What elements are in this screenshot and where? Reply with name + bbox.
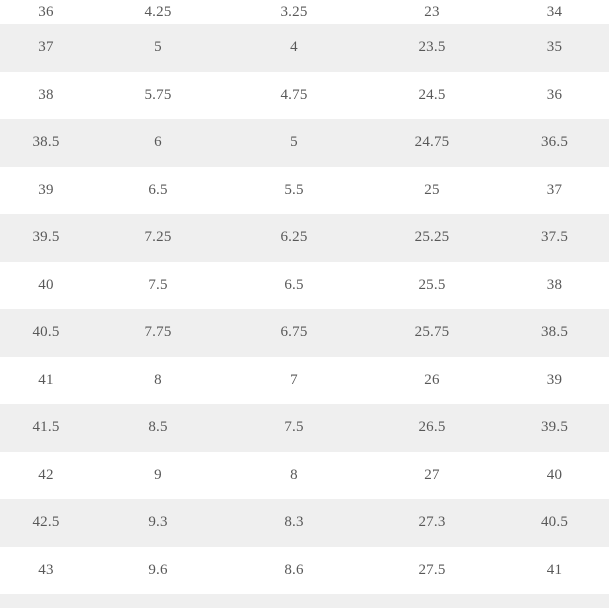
table-cell: 25.5 bbox=[418, 276, 446, 293]
table-cell: 3.25 bbox=[280, 3, 308, 20]
table-cell: 9.3 bbox=[148, 514, 168, 531]
table-row bbox=[0, 452, 609, 500]
table-cell: 43 bbox=[38, 561, 54, 578]
table-cell: 6.5 bbox=[284, 276, 304, 293]
table-cell: 40 bbox=[38, 276, 54, 293]
table-cell bbox=[0, 594, 92, 608]
table-cell: 7.5 bbox=[284, 419, 304, 436]
table-cell: 37.5 bbox=[540, 229, 569, 246]
table-cell: 6 bbox=[154, 134, 162, 151]
table-cell: 7.25 bbox=[144, 229, 172, 246]
table-cell: 5.75 bbox=[144, 86, 172, 103]
table-cell: 4.75 bbox=[280, 86, 308, 103]
table-cell bbox=[364, 594, 500, 608]
table-cell: 24.75 bbox=[414, 134, 450, 151]
table-cell: 37 bbox=[38, 39, 54, 56]
table-cell: 39.5 bbox=[32, 229, 60, 246]
table-cell: 25.25 bbox=[414, 229, 450, 246]
table-cell: 7 bbox=[290, 371, 298, 388]
table-cell: 26.5 bbox=[418, 419, 446, 436]
table-row bbox=[0, 262, 609, 310]
table-cell: 27 bbox=[424, 466, 440, 483]
table-row bbox=[0, 167, 609, 215]
table-cell: 34 bbox=[546, 3, 563, 20]
table-cell: 41 bbox=[38, 371, 54, 388]
table-cell: 9.6 bbox=[148, 561, 168, 578]
table-cell: 42.5 bbox=[32, 514, 60, 531]
table-row bbox=[0, 214, 609, 262]
table-cell: 41.5 bbox=[32, 419, 60, 436]
table-cell: 23 bbox=[424, 3, 440, 20]
table-cell: 39.5 bbox=[540, 419, 569, 436]
table-cell: 42 bbox=[38, 466, 54, 483]
table-cell: 25 bbox=[424, 181, 440, 198]
table-cell: 6.25 bbox=[280, 229, 308, 246]
table-cell: 26 bbox=[424, 371, 440, 388]
table-cell: 39 bbox=[38, 181, 54, 198]
table-cell: 37 bbox=[546, 181, 563, 198]
table-cell bbox=[92, 594, 224, 608]
table-cell: 8 bbox=[154, 371, 162, 388]
table-cell: 7.75 bbox=[144, 324, 172, 341]
table-cell: 36 bbox=[38, 3, 54, 20]
table-cell: 36 bbox=[546, 86, 563, 103]
table-cell: 23.5 bbox=[418, 39, 446, 56]
table-cell: 38.5 bbox=[540, 324, 569, 341]
table-cell: 39 bbox=[546, 371, 563, 388]
table-row bbox=[0, 499, 609, 547]
table-cell: 25.75 bbox=[414, 324, 450, 341]
table-cell: 27.3 bbox=[418, 514, 446, 531]
table-row bbox=[0, 404, 609, 452]
table-cell: 6.75 bbox=[280, 324, 308, 341]
table-cell: 36.5 bbox=[540, 134, 569, 151]
table-cell: 8.6 bbox=[284, 561, 304, 578]
table-row bbox=[0, 309, 609, 357]
table-cell: 4 bbox=[290, 39, 298, 56]
table-cell: 8.5 bbox=[148, 419, 168, 436]
table-cell: 8 bbox=[290, 466, 298, 483]
table-row bbox=[0, 0, 609, 24]
table-row bbox=[0, 547, 609, 595]
table-cell: 40 bbox=[546, 466, 563, 483]
table-row bbox=[0, 119, 609, 167]
table-row bbox=[0, 24, 609, 72]
table-cell: 24.5 bbox=[418, 86, 446, 103]
table-cell: 38 bbox=[38, 86, 54, 103]
table-cell: 5 bbox=[154, 39, 162, 56]
table-row bbox=[0, 72, 609, 120]
table-cell: 5.5 bbox=[284, 181, 304, 198]
table-cell bbox=[500, 594, 609, 608]
table-cell: 35 bbox=[546, 39, 563, 56]
table-cell: 9 bbox=[154, 466, 162, 483]
table-cell: 5 bbox=[290, 134, 298, 151]
table-cell: 38 bbox=[546, 276, 563, 293]
table-row bbox=[0, 357, 609, 405]
table-cell: 4.25 bbox=[144, 3, 172, 20]
table-row bbox=[0, 594, 609, 608]
table-cell: 7.5 bbox=[148, 276, 168, 293]
table-cell: 40.5 bbox=[32, 324, 60, 341]
table-cell bbox=[224, 594, 364, 608]
table-cell: 40.5 bbox=[540, 514, 569, 531]
table-cell: 27.5 bbox=[418, 561, 446, 578]
table-cell: 6.5 bbox=[148, 181, 168, 198]
table-cell: 41 bbox=[546, 561, 563, 578]
table-cell: 8.3 bbox=[284, 514, 304, 531]
table-cell: 38.5 bbox=[32, 134, 60, 151]
